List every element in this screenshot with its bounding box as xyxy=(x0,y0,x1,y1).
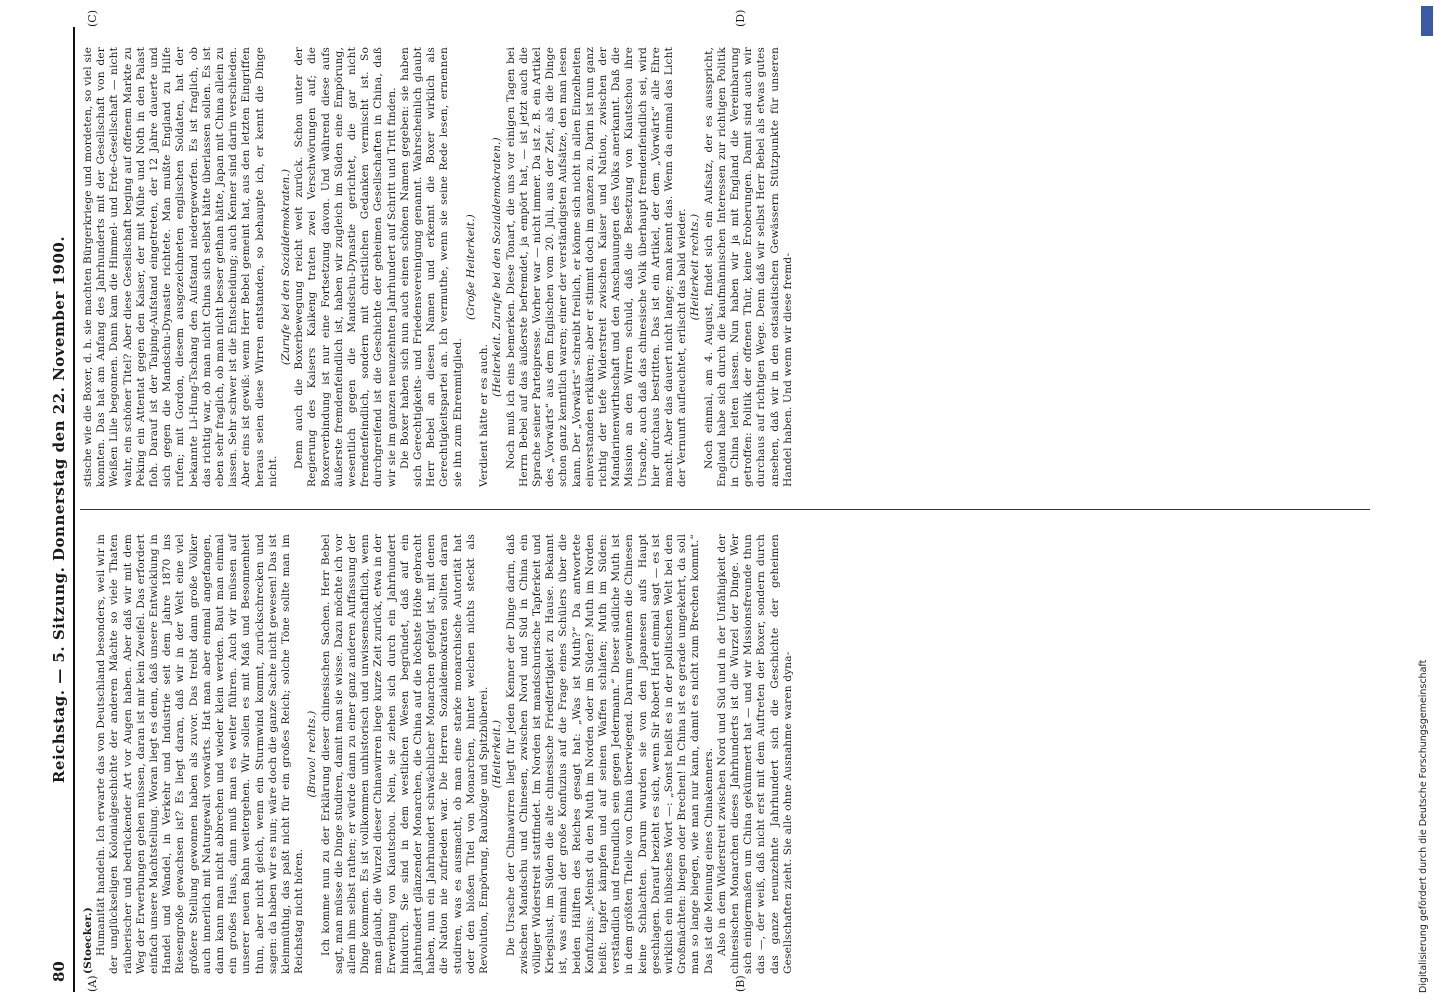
interjection: (Große Heiterkeit.) xyxy=(464,214,477,320)
margin-mark-c: (C) xyxy=(86,10,99,27)
paragraph: Die Boxer haben sich nun auch einen schönen Namen gegeben: sie haben sich Gerechtigkeits- und Friedensvereinigung genannt. Wahrscheinlich glaubt Herr Bebel an diesen Namen und erkennt die Boxer wirklich als Gerechtigkeitspartei an. Ich vermuthe, wenn sie seine Rede lesen, ernennen sie ihn zum Ehrenmitglied. xyxy=(398,47,464,487)
paragraph: stische wie die Boxer, d. h. sie machten Bürgerkriege und mordeten, so viel sie konnten. Das hat am Anfang des Jahrhunderts mit der Gesellschaft von der Weißen Lilie begonnen. Dann kam die Himmel- und Erde-Gesellschaft — nicht wahr, ein schöner Titel? Aber diese Gesellschaft beging auf offenem Markte zu Peking ein Attentat gegen den Kaiser, der mit Mühe und Noth in den Palast floh. Darauf ist der Taiping-Aufstand eingetreten, der 12 Jahre dauerte und sich gegen die Mandschu-Dynastie richtete. Man mußte England zu Hilfe rufen; mit Gordon, diesem ausgezeichneten englischen Soldaten, hat der bekannte Li-Hung-Tschang den Aufstand niedergeworfen. Es ist fraglich, ob das richtig war, ob man nicht China sich selbst hätte überlassen sollen. Es ist eben sehr fraglich, ob man nicht besser gethan hätte, Japan mit China allein zu lassen. Sehr schwer ist die Entscheidung; auch Kenner sind darin verschieden. Aber eins ist gewiß: wenn Herr Bebel gemeint hat, aus den letzten Eingriffen heraus seien diese Wirren entstanden, so behaupte ich, er kennt die Dinge nicht. xyxy=(82,47,279,487)
interjection: (Heiterkeit. Zurufe bei den Sozialdemokraten.) xyxy=(491,137,504,397)
paragraph: Humanität handeln. Ich erwarte das von Deutschland besonders, weil wir in der unglückseligen Kolonialgeschichte der anderen Mächte so viele Thaten räuberischer und bedrückender Art vor Augen haben. Aber daß wir mit dem Weg der Erwerbungen gehen müssen, daran ist mir kein Zweifel. Das erfordert einfach unsere Machtstellung. Woran liegt es denn, daß unsere Entwicklung in Handel und Wandel, in Verkehr und Industrie seit dem Jahre 1870 ins Riesengroße gewachsen ist? Es liegt daran, daß wir in der Welt eine viel größere Stellung gewonnen haben als zuvor. Das treibt dann große Völker auch innerlich mit Naturgewalt vorwärts. Hat man aber einmal angefangen, dann kann man nicht abbrechen und wieder klein werden. Baut man einmal ein großes Haus, dann muß man es weiter führen. Auch wir müssen auf unserer neuen Bahn weitergehen. Wir sollen es mit Maß und Besonnenheit thun, aber nicht gleich, wenn ein Sturmwind kommt, zurückschrecken und sagen: da haben wir es nun; wäre doch die ganze Sache nicht gewesen! Das ist kleinmüthig, das paßt nicht für ein großes Reich; solche Töne sollte man im Reichstag nicht hören. xyxy=(95,534,306,974)
running-title: Reichstag. — 5. Sitzung. Donnerstag den 22. November 1900. xyxy=(50,235,68,784)
margin-mark-d: (D) xyxy=(734,9,747,27)
interjection: (Bravo! rechts.) xyxy=(306,710,319,798)
paragraph: Verdient hätte er es auch. xyxy=(478,343,491,487)
paragraph: Ich komme nun zu der Erklärung dieser chinesischen Sachen. Herr Bebel sagt, man müsse die Dinge studiren, damit man sie wisse. Dazu möchte ich vor allem ihm selbst rathen; er würde dann zu einer ganz anderen Auffassung der Dinge kommen. Es ist vollkommen unhistorisch und unwissenschaftlich, wenn man glaubt, die Wurzel dieser Chinawirren liege kurze Zeit zurück, etwa in der Erwerbung von Kiautschou. Nein, sie ziehen sich durch ein Jahrhundert hindurch. Sie sind in dem westlichen Wesen begründet, daß auf ein Jahrhundert glänzender Monarchen, die China auf die höchste Höhe gebracht haben, nun ein Jahrhundert schwächlicher Monarchen gefolgt ist, mit denen die Nation nie zufrieden war. Die Herren Sozialdemokraten sollten daran studiren, was es ausmacht, ob man eine starke monarchische Autorität hat oder den bloßen Titel von Monarchen, hinter welchen nichts steckt als Revolution, Empörung, Raubzüge und Spitzbüberei. xyxy=(319,534,491,974)
digitization-credit: Digitalisierung gefördert durch die Deutsche Forschungsgemeinschaft xyxy=(1418,659,1429,993)
paragraph: Die Ursache der Chinawirren liegt für jeden Kenner der Dinge darin, daß zwischen Mandschu und Chinesen, zwischen Nord und Süd in China ein völliger Widerstreit stattfindet. Im Norden ist mandschurische Tapferkeit und Kriegslust, im Süden die alte chinesische Friedfertigkeit zu Hause. Bekannt ist, was einmal der große Konfuzius auf die Frage eines Schülers über die beiden Hälften des Reiches gesagt hat: „Was ist Muth?“ Da antwortete Konfuzius: „Meinst du den Muth im Norden oder im Süden? Muth im Norden heißt: tapfer kämpfen und auf seinen Waffen schlafen; Muth im Süden: verständlich und freundlich sein gegen Jedermann.“ Dieser südliche Muth ist in dem größten Theile von China überwiegend. Darum gewinnen die Chinesen keine Schlachten. Darum wurden sie von den Japanesen aufs Haupt geschlagen. Darauf bezieht es sich, wenn Sir Robert Hart einmal sagt — es ist wirklich ein hübsches Wort —: „Sonst heißt es in der politischen Welt bei den Großmächten: biegen oder Brechen! In China ist es gerade umgekehrt, da soll man so lange biegen, wie man nur kann, damit es nicht zum Brechen kommt.“ Das ist die Meinung eines Chinakenners. xyxy=(504,534,715,974)
interjection: (Heiterkeit.) xyxy=(491,719,504,789)
page-number: 80 xyxy=(50,961,68,982)
paragraph: Also in dem Widerstreit zwischen Nord und Süd und in der Unfähigkeit der chinesischen Monarchen dieses Jahrhunderts ist die Wurzel der Dinge. Wer sich einigermaßen um China gekümmert hat — und wir Missionsfreunde thun das —, der weiß, daß nicht erst mit dem Auftreten der Boxer, sondern durch das ganze neunzehnte Jahrhundert sich die Geschichte der geheimen Gesellschaften zieht. Sie alle ohne Ausnahme waren dyna- xyxy=(715,534,794,974)
column-divider xyxy=(80,509,1370,510)
page-header xyxy=(50,37,70,982)
paragraph: Noch einmal, am 4. August, findet sich ein Aufsatz, der es ausspricht, England habe sich durch die kaufmännischen Interessen zur richtigen Politik in China leiten lassen. Nun haben wir ja mit England die Vereinbarung getroffen: Politik der offenen Thür, keine Eroberungen. Damit sind auch wir durchaus auf richtigen Wege. Denn daß wir selbst Herr Bebel als etwas gutes ansehen, daß wir in den ostasiatischen Gewässern Stützpunkte für unseren Handel haben. Und wenn wir diese fremd- xyxy=(702,47,794,487)
margin-mark-a: (A) xyxy=(86,975,99,992)
header-rule xyxy=(73,27,75,992)
interjection: (Zurufe bei den Sozialdemokraten.) xyxy=(280,168,293,366)
newspaper-page xyxy=(50,9,1372,992)
interjection: (Heiterkeit rechts.) xyxy=(689,213,702,321)
speaker-label: (Stoecker.) xyxy=(82,907,94,974)
right-column xyxy=(82,47,795,487)
margin-mark-b: (B) xyxy=(734,975,747,992)
paragraph: Denn auch die Boxerbewegung reicht weit zurück. Schon unter der Regierung des Kaisers Kaikeng traten zwei Verschwörungen auf; die Boxerverbindung ist nur eine Fortsetzung davon. Und während diese aufs äußerste fremdenfeindlich ist, haben wir zugleich im Süden eine Empörung, wesentlich gegen die Mandschu-Dynastie gerichtet, die gar nicht fremdenfeindlich, sondern mit christlichen Gedanken vermischt ist. So durchgreifend ist die Geschichte der geheimen Gesellschaften in China, daß wir sie im ganzen neunzehnten Jahrhundert auf Schritt und Tritt finden. xyxy=(293,47,398,487)
dfg-logo-icon xyxy=(1421,6,1433,36)
paragraph: Noch muß ich eins bemerken. Diese Tonart, die uns vor einigen Tagen bei Herrn Bebel auf das äußerste befremdet, ja empört hat, — ist jetzt auch die Sprache seiner Parteipresse. Vorher war — nicht immer. Da ist z. B. ein Artikel des „Vorwärts“ aus dem Englischen vom 20. Juli, aus der Zeit, als die Dinge schon ganz kenntlich waren; einer der verständigsten Aufsätze, den man lesen kann. Der „Vorwärts“ schreibt freilich, er könne sich nicht in allen Einzelheiten einverstanden erklären; aber er stimmt doch im ganzen zu. Darin ist nun ganz richtig der tiefe Widerstreit zwischen Kaiser und Nation, zwischen der Mandarinenwirthschaft und den Anschauungen des Volks anerkannt. Daß die Mission an den Wirren schuld, daß die Besetzung von Kiautschou ihre Ursache, auch daß das chinesische Volk überhaupt fremdenfeindlich sei, wird hier durchaus bestritten. Das ist ein Artikel, der dem „Vorwärts“ alle Ehre macht. Aber das dauert nicht lange; man kennt das. Wenn da einmal das Licht der Vernunft aufleuchtet, erlischt das bald wieder. xyxy=(504,47,689,487)
left-column xyxy=(82,534,795,974)
